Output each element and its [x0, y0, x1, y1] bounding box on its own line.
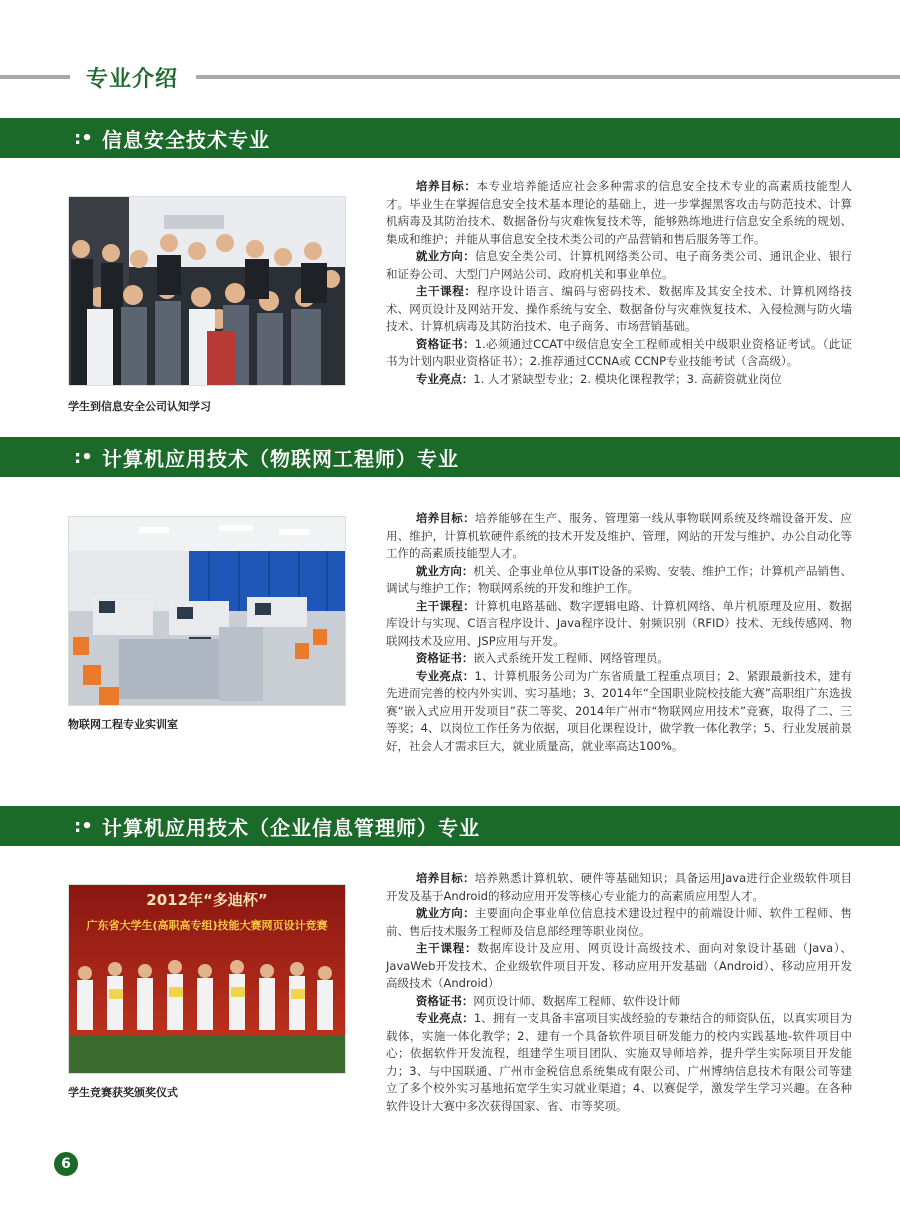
section-photo: [68, 196, 346, 386]
paragraph: 培养目标：培养熟悉计算机软、硬件等基础知识；具备运用Java进行企业级软件项目开发及基于Android的移动应用开发等核心专业能力的高素质应用型人才。: [386, 871, 853, 903]
banner-text: 广东省大学生(高职高专组)技能大赛网页设计竞赛: [86, 919, 328, 932]
paragraph: 主干课程：数据库设计及应用、网页设计高级技术、面向对象设计基础（Java）、JavaWeb开发技术、企业级软件项目开发、移动应用开发基础（Android）、移动应用开发高级技术（Android）: [386, 941, 852, 990]
section-photo: [68, 884, 346, 1074]
page-number: 6: [54, 1152, 78, 1176]
paragraph: 专业亮点：1. 人才紧缺型专业；2. 模块化课程教学；3. 高薪资就业岗位: [415, 371, 782, 386]
section-title: 计算机应用技术（企业信息管理师）专业: [102, 815, 480, 840]
paragraph: 就业方向：主要面向企事业单位信息技术建设过程中的前端设计师、软件工程师、售前、售后技术服务工程师及信息部经理等职业岗位。: [386, 906, 853, 938]
paragraph: 资格证书：嵌入式系统开发工程师、网络管理员。: [415, 651, 669, 665]
header-rule-right: [196, 75, 900, 79]
photo-caption: 学生到信息安全公司认知学习: [68, 400, 211, 413]
lab-photo-icon: [69, 517, 345, 705]
bullet-dots-icon: :•: [74, 815, 93, 837]
group-photo-icon: [69, 197, 345, 385]
paragraph: 就业方向：机关、企事业单位从事IT设备的采购、安装、维护工作；计算机产品销售、调试与维护工作；物联网系统的开发和维护工作。: [386, 563, 852, 595]
page-title: 专业介绍: [86, 67, 179, 92]
paragraph: 资格证书：网页设计师、数据库工程师、软件设计师: [415, 993, 681, 1008]
section-header: [0, 437, 900, 477]
photo-caption: 学生竞赛获奖颁奖仪式: [68, 1086, 178, 1099]
paragraph: 主干课程：计算机电路基础、数字逻辑电路、计算机网络、单片机原理及应用、数据库设计与实现、C语言程序设计、Java程序设计、射频识别（RFID）技术、无线传感网、物联网技术及应用、JSP应用与开发。: [386, 598, 853, 648]
section-header: [0, 806, 900, 846]
paragraph: 就业方向：信息安全类公司、计算机网络类公司、电子商务类公司、通讯企业、银行和证券公司、大型门户网站公司、政府机关和事业单位。: [386, 249, 853, 281]
section-text: [386, 510, 852, 755]
section-text: [386, 870, 852, 1115]
bullet-dots-icon: :•: [74, 446, 93, 468]
paragraph: 资格证书：1.必须通过CCAT中级信息安全工程师或相关中级职业资格证考试。（此证书为计划内职业资格证书）；2.推荐通过CCNA或 CCNP专业技能考试（含高级）。: [386, 336, 852, 368]
section-header: [0, 118, 900, 158]
photo-caption: 物联网工程专业实训室: [68, 718, 178, 731]
section-photo: [68, 516, 346, 706]
section-title: 信息安全技术专业: [102, 127, 270, 152]
paragraph: 培养目标：本专业培养能适应社会多种需求的信息安全技术专业的高素质技能型人才。毕业生在掌握信息安全技术基本理论的基础上，进一步掌握黑客攻击与防范技术、计算机病毒及其防治技术、数据备份与灾难恢复技术等，能够熟练地进行信息安全系统的规划、集成和维护；并能从事信息安全技术类公司的产品营销和售后服务等工作。: [386, 179, 853, 246]
paragraph: 培养目标：培养能够在生产、服务、管理第一线从事物联网系统及终端设备开发、应用、维护，计算机软硬件系统的技术开发及维护、管理，网站的开发与维护、办公自动化等工作的高素质技能型人才。: [386, 511, 853, 560]
paragraph: 专业亮点：1、计算机服务公司为广东省质量工程重点项目；2、紧跟最新技术，建有先进而完善的校内外实训、实习基地；3、2014年“全国职业院校技能大赛”高职组广东选拔赛“嵌入式应用开发项目”获二等奖、2014年广州市“物联网应用技术”竞赛，取得了二、三等奖；4、以岗位工作任务为依据，项目化课程设计，做学教一体化教学；5、行业发展前景好，社会人才需求巨大，就业质量高，就业率高达100%。: [386, 668, 852, 753]
section-text: [386, 178, 852, 388]
header-rule-left: [0, 75, 70, 79]
paragraph: 主干课程：程序设计语言、编码与密码技术、数据库及其安全技术、计算机网络技术、网页设计及网站开发、操作系统与安全、数据备份与灾难恢复技术、入侵检测与防火墙技术、计算机病毒及其防治技术、电子商务、市场营销基础。: [386, 284, 853, 333]
section-title: 计算机应用技术（物联网工程师）专业: [102, 446, 459, 471]
banner-text: 2012年“多迪杯”: [146, 891, 268, 909]
paragraph: 专业亮点：1、拥有一支具备丰富项目实战经验的专兼结合的师资队伍，以真实项目为载体，实施一体化教学；2、建有一个具备软件项目研发能力的校内实践基地-软件项目中心；依据软件开发流程，组建学生项目团队、实施双导师培养，提升学生实际项目开发能力；3、与中国联通、广州市金税信息系统集成有限公司、广州博纳信息技术有限公司等建立了多个校外实习基地拓宽学生实习就业渠道；4、以赛促学，激发学生学习兴趣。在各种软件设计大赛中多次获得国家、省、市等奖项。: [386, 1011, 852, 1113]
bullet-dots-icon: :•: [74, 127, 93, 149]
award-ceremony-photo-icon: [69, 885, 345, 1073]
